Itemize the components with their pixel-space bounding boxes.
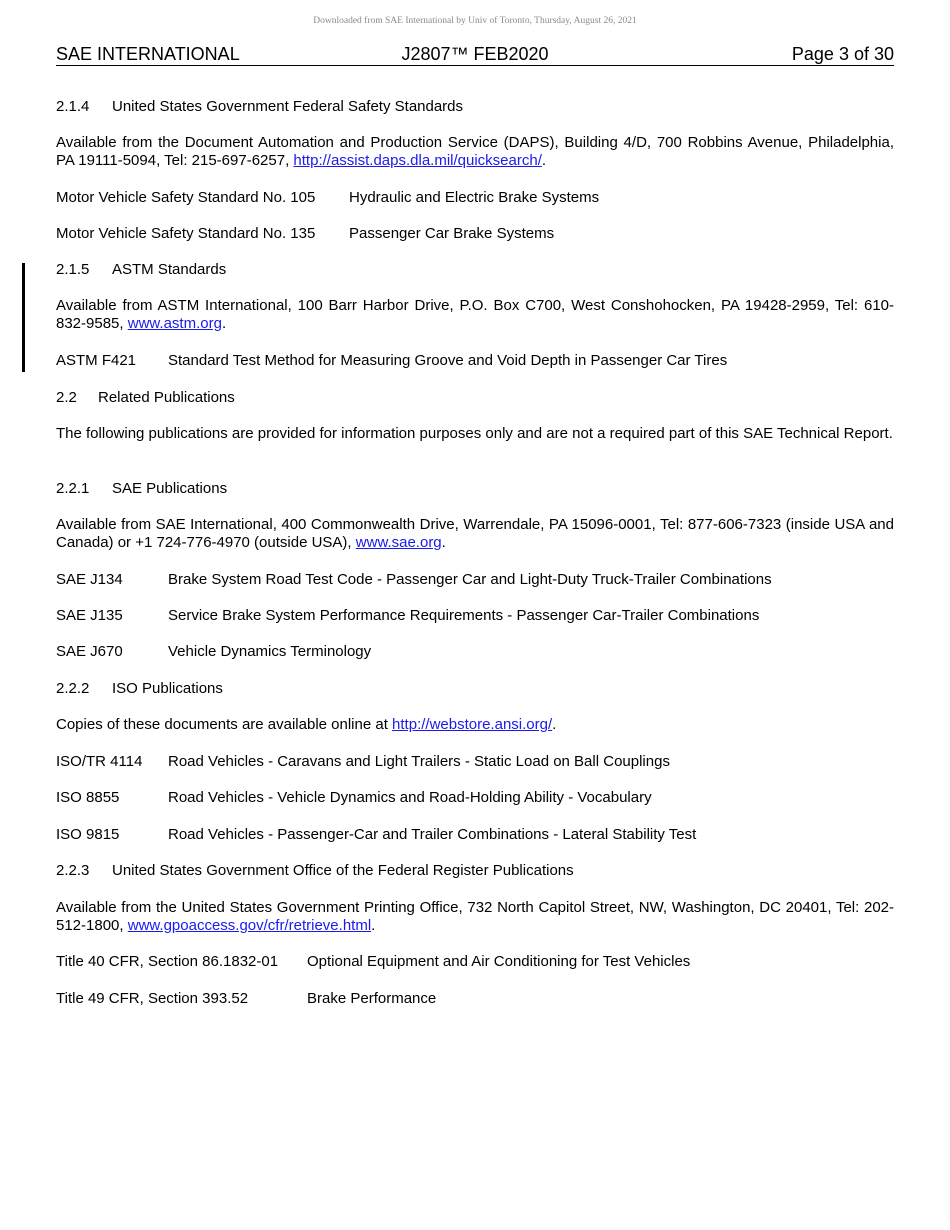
section-title-2-2: Related Publications [98,389,235,406]
section-number-2-2-2: 2.2.2 [56,680,90,697]
header-page-number: Page 3 of 30 [791,44,894,64]
reference-title: Road Vehicles - Vehicle Dynamics and Road-Holding Ability - Vocabulary [168,789,652,806]
reference-title: Brake System Road Test Code - Passenger Car and Light-Duty Truck-Trailer Combinations [168,571,772,588]
reference-title: Passenger Car Brake Systems [349,225,555,242]
astm-website-link[interactable]: www.astm.org [127,315,222,332]
paragraph-gpo-availability: Available from the United States Government Printing Office, 732 North Capitol Street, NW, Washington, DC 20401, Tel: 202-512-1800, www.gpoaccess.gov/cfr/retrieve.html. [56,899,894,934]
iso-availability-text: Copies of these documents are available online at [56,716,388,733]
sae-website-link[interactable]: www.sae.org [355,534,442,551]
reference-id: ASTM F421 [56,352,137,369]
reference-title: Optional Equipment and Air Conditioning for Test Vehicles [307,953,691,970]
section-number-2-2-1: 2.2.1 [56,480,90,497]
download-watermark: Downloaded from SAE International by Univ of Toronto, Thursday, August 26, 2021 [313,16,637,26]
paragraph-sae-availability: Available from SAE International, 400 Commonwealth Drive, Warrendale, PA 15096-0001, Tel: 877-606-7323 (inside USA and Canada) or +1 724-776-4970 (outside USA), www.sae.org. [56,516,894,551]
section-title-2-2-2: ISO Publications [112,680,223,697]
reference-id: Motor Vehicle Safety Standard No. 135 [56,225,316,242]
header-document-id: J2807™ FEB2020 [401,44,549,64]
header-organization: SAE INTERNATIONAL [56,44,240,64]
reference-title: Vehicle Dynamics Terminology [168,643,372,660]
reference-id: Title 49 CFR, Section 393.52 [56,990,249,1007]
section-number-2-1-4: 2.1.4 [56,98,90,115]
section-title-2-2-1: SAE Publications [112,480,228,497]
reference-title: Hydraulic and Electric Brake Systems [349,189,600,206]
reference-id: SAE J135 [56,607,123,624]
daps-quicksearch-link[interactable]: http://assist.daps.dla.mil/quicksearch/ [293,152,542,169]
reference-title: Brake Performance [307,990,437,1007]
section-title-2-1-4: United States Government Federal Safety Standards [112,98,464,115]
reference-id: ISO/TR 4114 [56,753,143,770]
section-number-2-2-3: 2.2.3 [56,862,90,879]
reference-id: SAE J670 [56,643,123,660]
daps-availability-text: Available from the Document Automation and Production Service (DAPS), Building 4/D, 700 Robbins Avenue, Philadelphia, PA 19111-5094, Tel: 215-697-6257, [56,134,894,169]
reference-id: Motor Vehicle Safety Standard No. 105 [56,189,316,206]
ansi-webstore-link[interactable]: http://webstore.ansi.org/ [392,716,553,733]
gpoaccess-link[interactable]: www.gpoaccess.gov/cfr/retrieve.html [127,917,372,934]
paragraph-daps-availability: Available from the Document Automation and Production Service (DAPS), Building 4/D, 700 Robbins Avenue, Philadelphia, PA 19111-5094, Tel: 215-697-6257, http://assist.daps.dla.mil/quicksearch/. [56,134,894,169]
paragraph-astm-availability: Available from ASTM International, 100 Barr Harbor Drive, P.O. Box C700, West Conshohocken, PA 19428-2959, Tel: 610-832-9585, www.astm.org. [56,297,894,332]
section-title-2-2-3: United States Government Office of the Federal Register Publications [112,862,574,879]
reference-title: Standard Test Method for Measuring Groove and Void Depth in Passenger Car Tires [168,352,728,369]
reference-id: Title 40 CFR, Section 86.1832-01 [56,953,279,970]
paragraph-iso-availability: Copies of these documents are available online at http://webstore.ansi.org/. [56,716,557,733]
reference-title: Road Vehicles - Caravans and Light Trailers - Static Load on Ball Couplings [168,753,670,770]
reference-id: ISO 9815 [56,826,120,843]
reference-title: Service Brake System Performance Requirements - Passenger Car-Trailer Combinations [168,607,760,624]
gpo-availability-text: Available from the United States Government Printing Office, 732 North Capitol Street, NW, Washington, DC 20401, Tel: 202-512-1800, [56,899,894,934]
astm-availability-text: Available from ASTM International, 100 Barr Harbor Drive, P.O. Box C700, West Conshohocken, PA 19428-2959, Tel: 610-832-9585, [56,297,894,332]
sae-availability-text: Available from SAE International, 400 Commonwealth Drive, Warrendale, PA 15096-0001, Tel: 877-606-7323 (inside USA and Canada) or +1 724-776-4970 (outside USA), [56,516,894,551]
page-header [56,44,894,66]
section-number-2-1-5: 2.1.5 [56,261,90,278]
section-number-2-2: 2.2 [56,389,77,406]
paragraph-related-publications: The following publications are provided for information purposes only and are not a required part of this SAE Technical Report. [56,425,893,442]
revision-change-bar [22,263,25,372]
reference-id: ISO 8855 [56,789,120,806]
reference-id: SAE J134 [56,571,123,588]
section-title-2-1-5: ASTM Standards [112,261,227,278]
reference-title: Road Vehicles - Passenger-Car and Trailer Combinations - Lateral Stability Test [168,826,697,843]
